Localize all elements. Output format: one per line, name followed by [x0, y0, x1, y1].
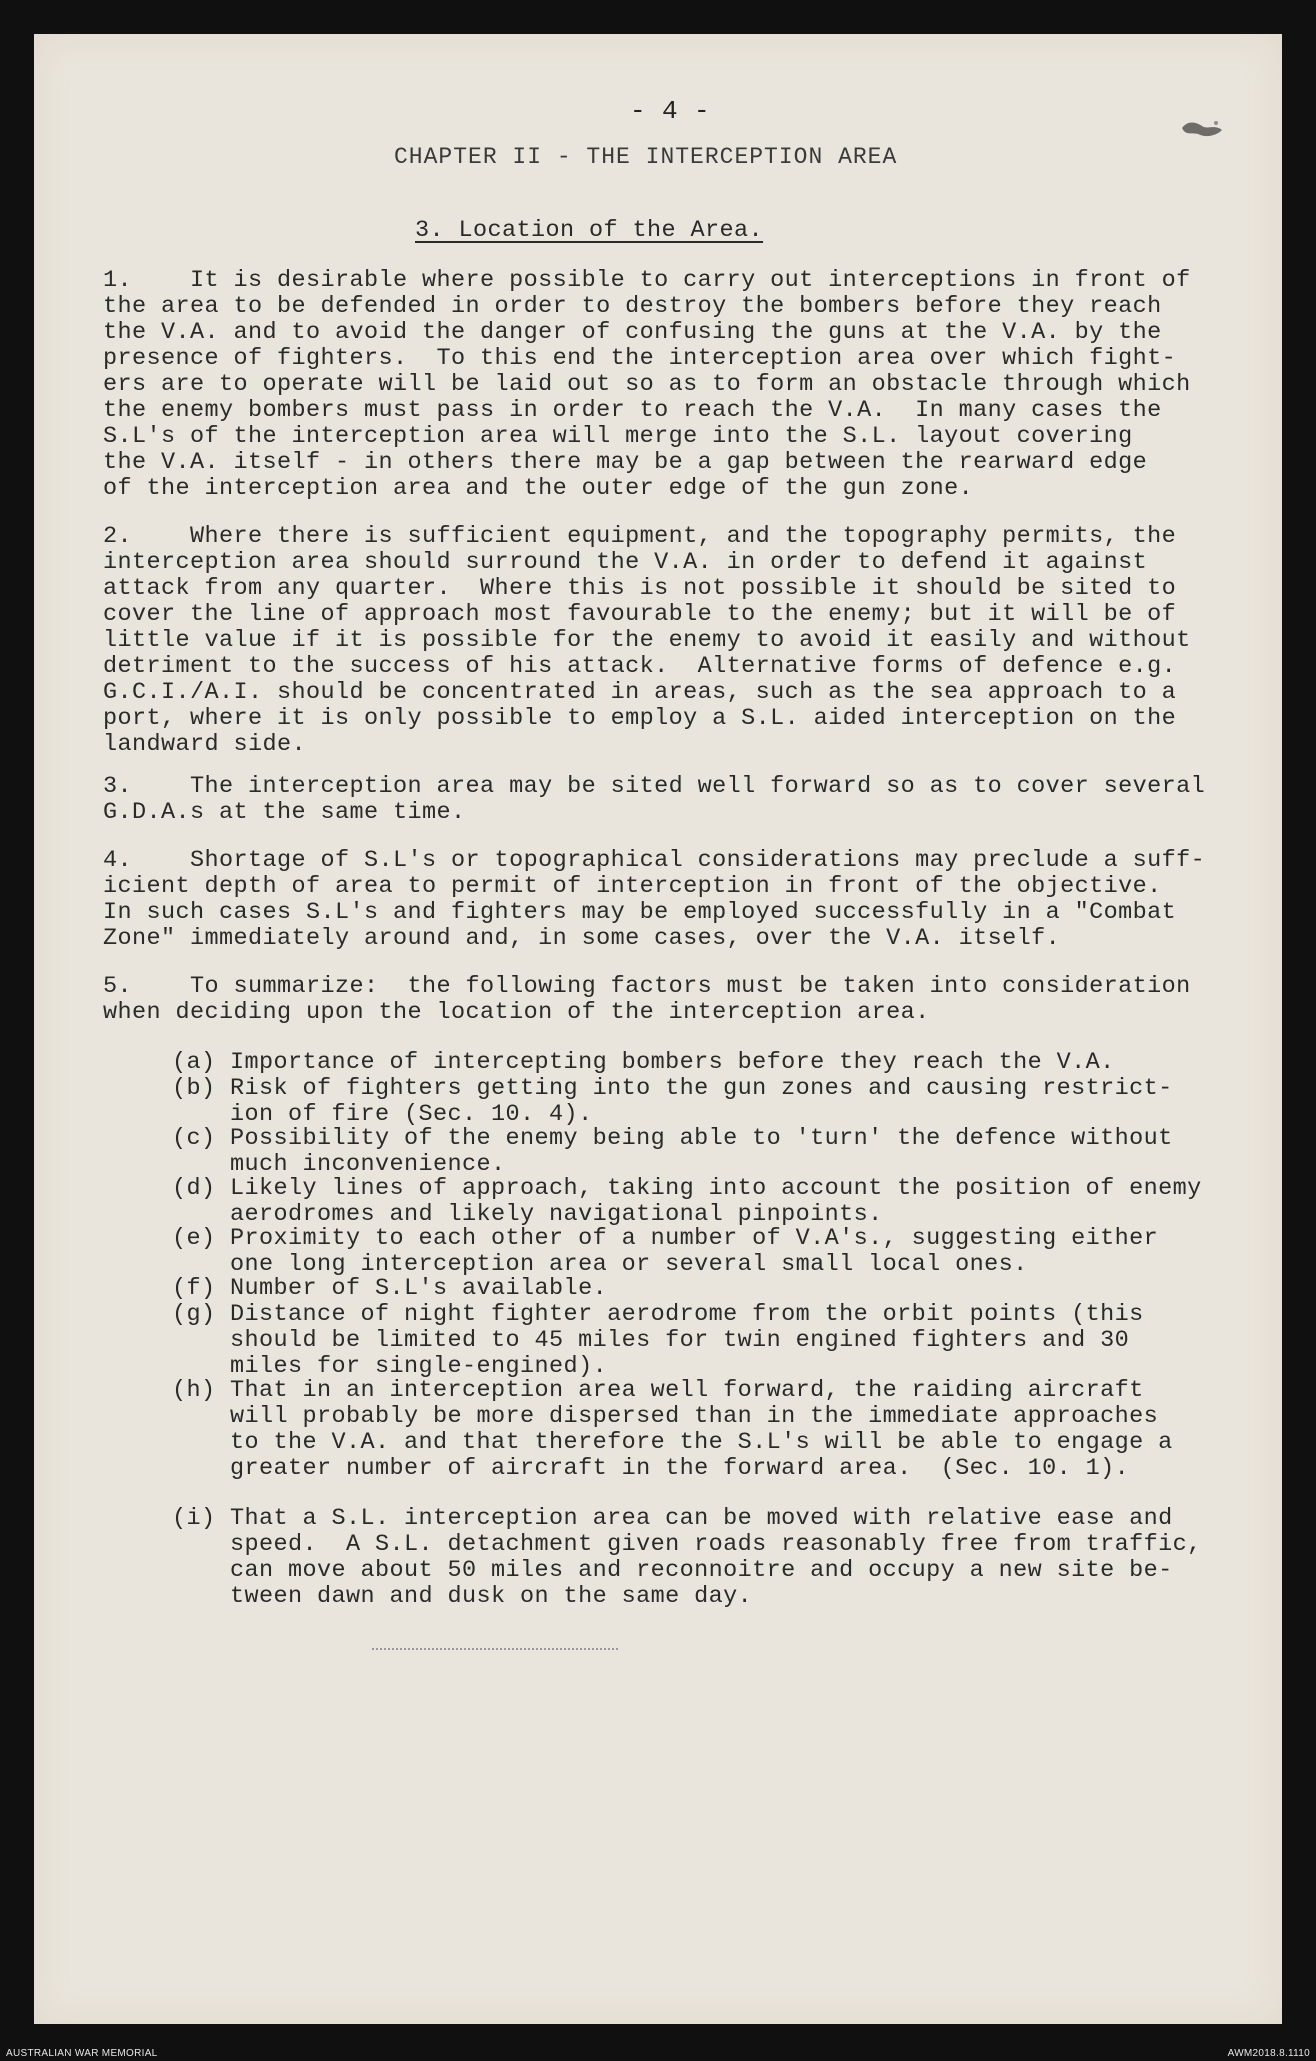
ink-smudge-icon — [1180, 118, 1224, 140]
closing-divider — [372, 1648, 618, 1650]
factor-b: (b) Risk of fighters getting into the gun zones and causing restrict- ion of fire (Sec. 10. 4). — [172, 1075, 1173, 1128]
paragraph-1: 1. It is desirable where possible to carry out interceptions in front of the area to be defended in order to destroy the bombers before they reach the V.A. and to avoid the danger of confusing the guns at the V.A. by the presence of fighters. To this end the interception area over which fight- ers are to operate will be laid out so as to form an obstacle through which the enemy bombers must pass in order to reach the V.A. In many cases the S.L's of the interception area will merge into the S.L. layout covering the V.A. itself - in others there may be a gap between the rearward edge of the interception area and the outer edge of the gun zone. — [103, 267, 1191, 502]
factor-g: (g) Distance of night fighter aerodrome from the orbit points (this should be limited to 45 miles for twin engined fighters and 30 miles for single-engined). — [172, 1301, 1144, 1380]
footer-institution: AUSTRALIAN WAR MEMORIAL — [6, 2048, 158, 2059]
factor-e: (e) Proximity to each other of a number of V.A's., suggesting either one long interception area or several small local ones. — [172, 1225, 1159, 1278]
factor-a: (a) Importance of intercepting bombers before they reach the V.A. — [172, 1049, 1115, 1076]
factor-c: (c) Possibility of the enemy being able to 'turn' the defence without much inconvenience. — [172, 1125, 1173, 1178]
section-title: 3. Location of the Area. — [415, 217, 764, 244]
factor-f: (f) Number of S.L's available. — [172, 1275, 608, 1302]
paragraph-3: 3. The interception area may be sited well forward so as to cover several G.D.A.s at the same time. — [103, 773, 1206, 826]
paragraph-5: 5. To summarize: the following factors must be taken into consideration when deciding upon the location of the interception area. — [103, 973, 1191, 1026]
chapter-title: CHAPTER II - THE INTERCEPTION AREA — [394, 144, 898, 170]
footer-catalogue-id: AWM2018.8.1110 — [1227, 2048, 1310, 2059]
page-number: - 4 - — [630, 96, 711, 126]
factor-i: (i) That a S.L. interception area can be moved with relative ease and speed. A S.L. detachment given roads reasonably free from traffic, can move about 50 miles and reconnoitre and occupy a new site be- tween dawn and dusk on the same day. — [172, 1505, 1202, 1610]
factor-d: (d) Likely lines of approach, taking into account the position of enemy aerodromes and likely navigational pinpoints. — [172, 1175, 1202, 1228]
factor-h: (h) That in an interception area well forward, the raiding aircraft will probably be more dispersed than in the immediate approaches to the V.A. and that therefore the S.L's will be able to engage a greater number of aircraft in the forward area. (Sec. 10. 1). — [172, 1377, 1173, 1482]
paragraph-2: 2. Where there is sufficient equipment, and the topography permits, the interception area should surround the V.A. in order to defend it against attack from any quarter. Where this is not possible it should be sited to cover the line of approach most favourable to the enemy; but it will be of little value if it is possible for the enemy to avoid it easily and without detriment to the success of his attack. Alternative forms of defence e.g. G.C.I./A.I. should be concentrated in areas, such as the sea approach to a port, where it is only possible to employ a S.L. aided interception on the landward side. — [103, 523, 1191, 758]
paragraph-4: 4. Shortage of S.L's or topographical considerations may preclude a suff- icient depth of area to permit of interception in front of the objective. In such cases S.L's and fighters may be employed successfully in a "Combat Zone" immediately around and, in some cases, over the V.A. itself. — [103, 847, 1206, 952]
